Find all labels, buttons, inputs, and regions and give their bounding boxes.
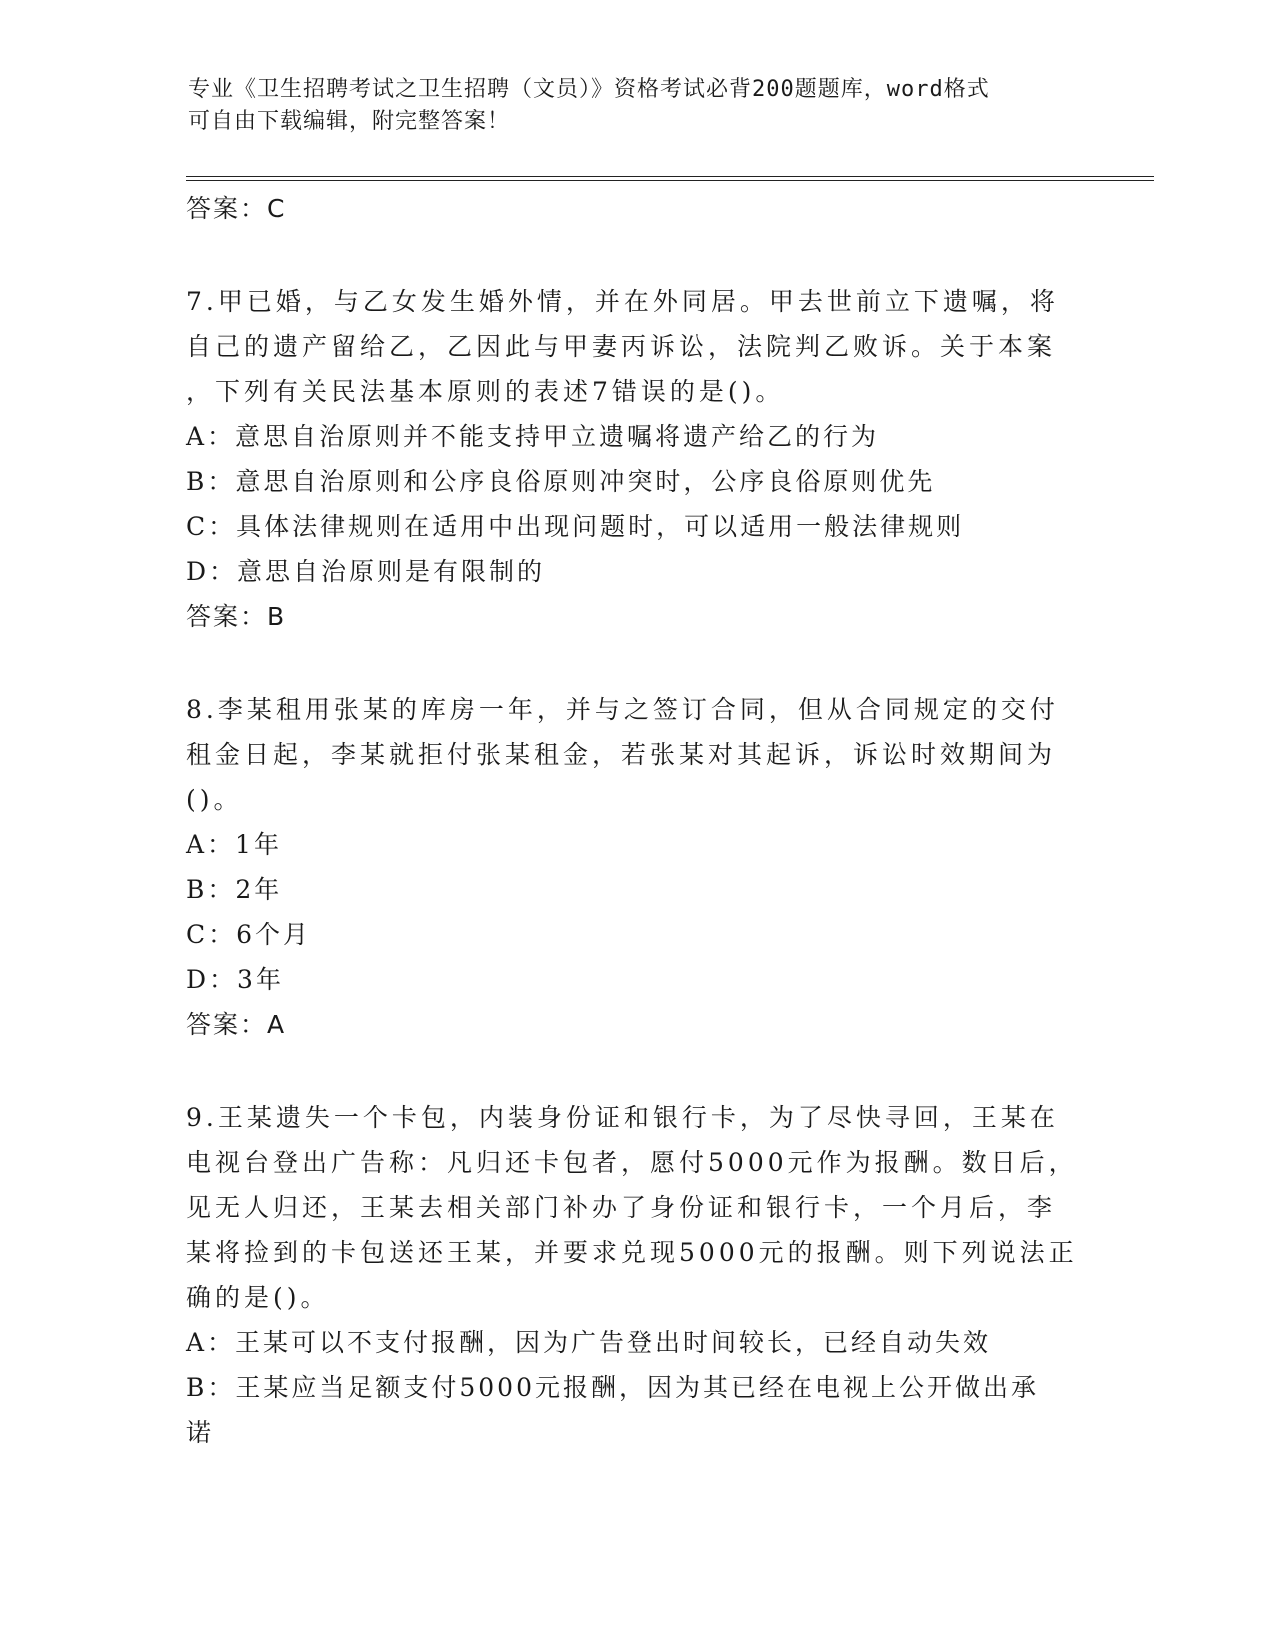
header-title-line-1: 专业《卫生招聘考试之卫生招聘（文员）》资格考试必背200题题库，word格式 — [188, 77, 990, 102]
question-list — [186, 186, 1086, 1455]
spacer — [186, 639, 1086, 687]
answer-q6: 答案：C — [186, 194, 287, 223]
question-7-option-c: C：具体法律规则在适用中出现问题时，可以适用一般法律规则 — [186, 512, 965, 541]
answer-q7: 答案：B — [186, 602, 287, 631]
question-8-text-line-3: ()。 — [186, 785, 243, 814]
question-7-option-b: B：意思自治原则和公序良俗原则冲突时，公序良俗原则优先 — [186, 467, 936, 496]
question-7-option-d: D：意思自治原则是有限制的 — [186, 557, 546, 586]
question-9 — [186, 1095, 1086, 1455]
page-header — [188, 74, 1068, 138]
question-8-option-b: B：2年 — [186, 875, 283, 904]
question-9-text-line-3: 见无人归还，王某去相关部门补办了身份证和银行卡，一个月后，李 — [186, 1193, 1057, 1222]
question-8-option-a: A：1年 — [186, 830, 282, 859]
question-8-option-c: C：6个月 — [186, 920, 312, 949]
answer-q8: 答案：A — [186, 1010, 287, 1039]
question-7 — [186, 279, 1086, 639]
question-9-option-b-line-2: 诺 — [186, 1418, 215, 1447]
question-8-text-line-2: 租金日起，李某就拒付张某租金，若张某对其起诉，诉讼时效期间为 — [186, 740, 1057, 769]
question-9-text-line-2: 电视台登出广告称：凡归还卡包者，愿付5000元作为报酬。数日后， — [186, 1148, 1078, 1177]
question-8-text-line-1: 8.李某租用张某的库房一年，并与之签订合同，但从合同规定的交付 — [186, 695, 1059, 724]
header-divider — [186, 176, 1154, 181]
header-title-line-2: 可自由下载编辑，附完整答案！ — [188, 109, 511, 134]
question-9-text-line-4: 某将捡到的卡包送还王某，并要求兑现5000元的报酬。则下列说法正 — [186, 1238, 1078, 1267]
question-9-option-b-line-1: B：王某应当足额支付5000元报酬，因为其已经在电视上公开做出承 — [186, 1373, 1039, 1402]
question-8-option-d: D：3年 — [186, 965, 284, 994]
question-7-text-line-2: 自己的遗产留给乙，乙因此与甲妻丙诉讼，法院判乙败诉。关于本案 — [186, 332, 1057, 361]
question-8 — [186, 687, 1086, 1047]
spacer — [186, 231, 1086, 279]
question-9-text-line-5: 确的是()。 — [186, 1283, 330, 1312]
question-7-text-line-3: ，下列有关民法基本原则的表述7错误的是()。 — [186, 377, 785, 406]
question-7-text-line-1: 7.甲已婚，与乙女发生婚外情，并在外同居。甲去世前立下遗嘱，将 — [186, 287, 1059, 316]
question-9-text-line-1: 9.王某遗失一个卡包，内装身份证和银行卡，为了尽快寻回，王某在 — [186, 1103, 1059, 1132]
question-7-option-a: A：意思自治原则并不能支持甲立遗嘱将遗产给乙的行为 — [186, 422, 880, 451]
spacer — [186, 1047, 1086, 1095]
question-9-option-a: A：王某可以不支付报酬，因为广告登出时间较长，已经自动失效 — [186, 1328, 992, 1357]
